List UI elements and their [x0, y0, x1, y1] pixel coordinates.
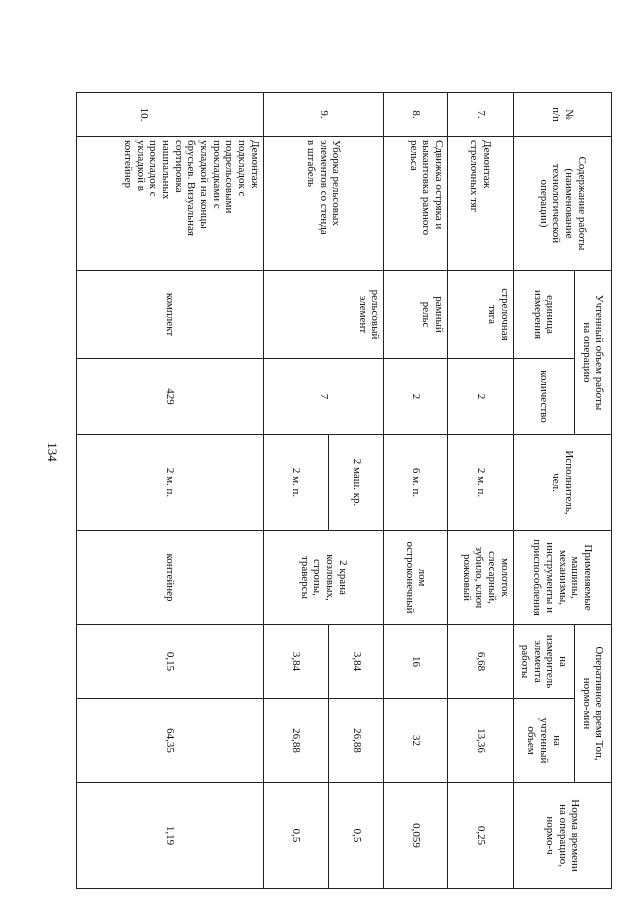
header-norm: Норма времени на операцию, нормо-ч: [513, 783, 611, 889]
row-performer: 2 м. п.: [77, 435, 264, 531]
table-row: [447, 93, 513, 889]
row-per-volume: 32: [384, 699, 448, 783]
table-row: [329, 93, 384, 889]
row-norm: 0,5: [263, 783, 329, 889]
header-num: № п/п: [513, 93, 611, 137]
header-machines: Применяемые машины, механизмы, инструменты и приспособления: [513, 531, 611, 625]
row-quantity: 7: [263, 359, 384, 435]
row-machines: контейнер: [77, 531, 264, 625]
row-quantity: 429: [77, 359, 264, 435]
row-num: 8.: [384, 93, 448, 137]
row-unit: рельсовый элемент: [263, 271, 384, 359]
row-quantity: 2: [447, 359, 513, 435]
row-unit: рамный рельс: [384, 271, 448, 359]
header-per-unit: на измеритель элемента работы: [513, 625, 574, 699]
header-content: Содержание работы (наименование технологической операции): [513, 137, 611, 271]
table-row: [77, 93, 264, 889]
row-per-unit: 0,15: [77, 625, 264, 699]
page-number: 134: [45, 442, 60, 462]
row-norm: 1,19: [77, 783, 264, 889]
row-per-unit: 3,84: [329, 625, 384, 699]
header-unit: единица измерения: [513, 271, 574, 359]
row-unit: стрелочная тяга: [447, 271, 513, 359]
header-per-volume: на учтенный объем: [513, 699, 574, 783]
row-unit: комплект: [77, 271, 264, 359]
row-quantity: 2: [384, 359, 448, 435]
row-num: 9.: [263, 93, 384, 137]
row-machines: лом остроконечный: [384, 531, 448, 625]
row-content: Сдвижка остряка и выкантовка рамного рельса: [384, 137, 448, 271]
table-rotated-wrapper: [76, 92, 612, 888]
row-per-unit: 16: [384, 625, 448, 699]
row-performer: 2 м. п.: [263, 435, 329, 531]
row-per-volume: 64,35: [77, 699, 264, 783]
header-optime-group: Оперативное время Топ, нормо-мин: [574, 625, 611, 783]
row-per-volume: 13,36: [447, 699, 513, 783]
row-content: Демонтаж стрелочных тяг: [447, 137, 513, 271]
header-volume-group: Учтенный объем работы на операцию: [574, 271, 611, 435]
row-content: Демонтаж подкладок с подрельсовыми прокладками с укладкой на концы брусьев. Визуальная сортировка нашпальных прокладок с укладкой в контейнер: [77, 137, 264, 271]
row-per-volume: 26,88: [329, 699, 384, 783]
row-performer: 6 м. п.: [384, 435, 448, 531]
operations-table: [76, 92, 612, 889]
row-num: 7.: [447, 93, 513, 137]
row-machines: 2 крана козловых, стропы, траверсы: [263, 531, 384, 625]
row-norm: 0,25: [447, 783, 513, 889]
row-performer: 2 м. п.: [447, 435, 513, 531]
row-num: 10.: [77, 93, 264, 137]
header-row: [574, 93, 611, 889]
row-norm: 0,5: [329, 783, 384, 889]
header-performer: Исполнитель, чел.: [513, 435, 611, 531]
row-performer: 2 маш. кр.: [329, 435, 384, 531]
row-per-volume: 26,88: [263, 699, 329, 783]
row-per-unit: 3,84: [263, 625, 329, 699]
header-quantity: количество: [513, 359, 574, 435]
row-per-unit: 6,68: [447, 625, 513, 699]
row-machines: молоток слесарный, зубило, ключ рожковый: [447, 531, 513, 625]
row-norm: 0,059: [384, 783, 448, 889]
table-row: [384, 93, 448, 889]
row-content: Уборка рельсовых элементов со стенда в штабель: [263, 137, 384, 271]
